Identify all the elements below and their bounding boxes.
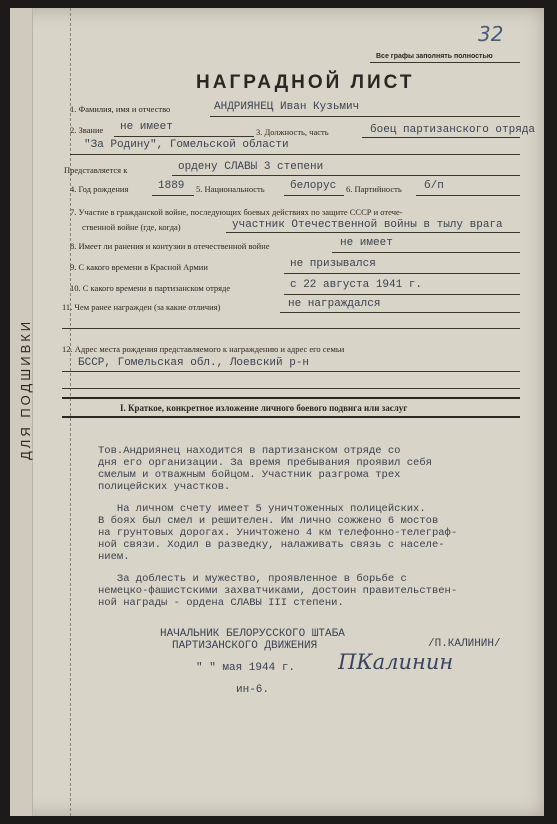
field-2-label: 2. Звание [70,125,104,135]
field-6-value: б/п [424,180,444,192]
page-title: НАГРАДНОЙ ЛИСТ [196,72,415,93]
field-7-label-2: ственной войне (где, когда) [82,222,181,232]
field-12-value: БССР, Гомельская обл., Лоевский р-н [78,357,310,369]
narrative-line: дня его организации. За время пребывания проявил себя [98,457,432,469]
field-6-label: 6. Партийность [346,184,402,194]
field-1-label: 1. Фамилия, имя и отчество [70,104,171,114]
field-8-value: не имеет [340,237,393,249]
field-3-value-2: "За Родину", Гомельской области [84,139,289,151]
field-5-value: белорус [290,180,337,192]
field-11-label: 11. Чем ранее награжден (за какие отличия) [62,302,221,312]
field-7-label-1: 7. Участие в гражданской войне, последующих боевых действиях по защите СССР и отече- [70,207,403,217]
field-3-value-1: боец партизанского отряда [370,124,536,136]
narrative-line: Тов.Андриянец находится в партизанском отряде со [98,445,401,457]
side-label: ДЛЯ ПОДШИВКИ [18,318,33,460]
field-11-value: не награждался [288,298,381,310]
signatory-title-2: ПАРТИЗАНСКОГО ДВИЖЕНИЯ [172,640,318,652]
narrative-line: на грунтовых дорогах. Уничтожено 4 км телефонно-телеграф- [98,527,458,539]
narrative-line: нием. [98,551,130,563]
typist-initials: ин-6. [236,684,270,696]
narrative-line: ной связи. Ходил в разведку, налаживать связь с населе- [98,539,445,551]
field-7-value: участник Отечественной войны в тылу врага [232,219,503,231]
field-8-label: 8. Имеет ли ранения и контузии в отечественной войне [70,241,270,251]
field-10-value: с 22 августа 1941 г. [290,279,423,291]
field-9-value: не призывался [290,258,376,270]
field-4-value: 1889 [158,180,185,192]
narrative [98,445,538,609]
field-3-label: 3. Должность, часть [256,127,329,137]
signatory-title-1: НАЧАЛЬНИК БЕЛОРУССКОГО ШТАБА [160,628,345,640]
signature-date: " " мая 1944 г. [196,662,296,674]
field-9-label: 9. С какого времени в Красной Армии [70,262,208,272]
handwritten-signature: ПКалинин [338,650,454,674]
field-10-label: 10. С какого времени в партизанском отряде [70,283,231,293]
section-1-heading: I. Краткое, конкретное изложение личного боевого подвига или заслуг [120,403,408,413]
field-4-label: 4. Год рождения [70,184,129,194]
signatory-name: /П.КАЛИНИН/ [428,638,501,650]
field-2-value: не имеет [120,121,173,133]
field-12-label: 12. Адрес места рождения представляемого к награждению и адрес его семьи [62,344,345,354]
presented-label: Представляется к [64,165,128,175]
pencil-page-number: 32 [478,22,504,46]
narrative-line: ной награды - ордена СЛАВЫ III степени. [98,597,344,609]
presented-value: ордену СЛАВЫ 3 степени [178,161,324,173]
narrative-line: В боях был смел и решителен. Им лично сожжено 6 мостов [98,515,439,527]
narrative-line: На личном счету имеет 5 уничтоженных полицейских. [98,503,426,515]
signature-stub [36,8,71,816]
narrative-line: смелым и отважным бойцом. Участник разгрома трех [98,469,401,481]
field-1-value: АНДРИЯНЕЦ Иван Кузьмич [214,101,360,113]
header-note: Все графы заполнять полностью [376,53,493,60]
narrative-line: немецко-фашистскими захватчиками, достоин правительствен- [98,585,458,597]
narrative-line: полицейских участков. [98,481,231,493]
field-5-label: 5. Национальность [196,184,265,194]
narrative-line: За доблесть и мужество, проявленное в борьбе с [98,573,407,585]
